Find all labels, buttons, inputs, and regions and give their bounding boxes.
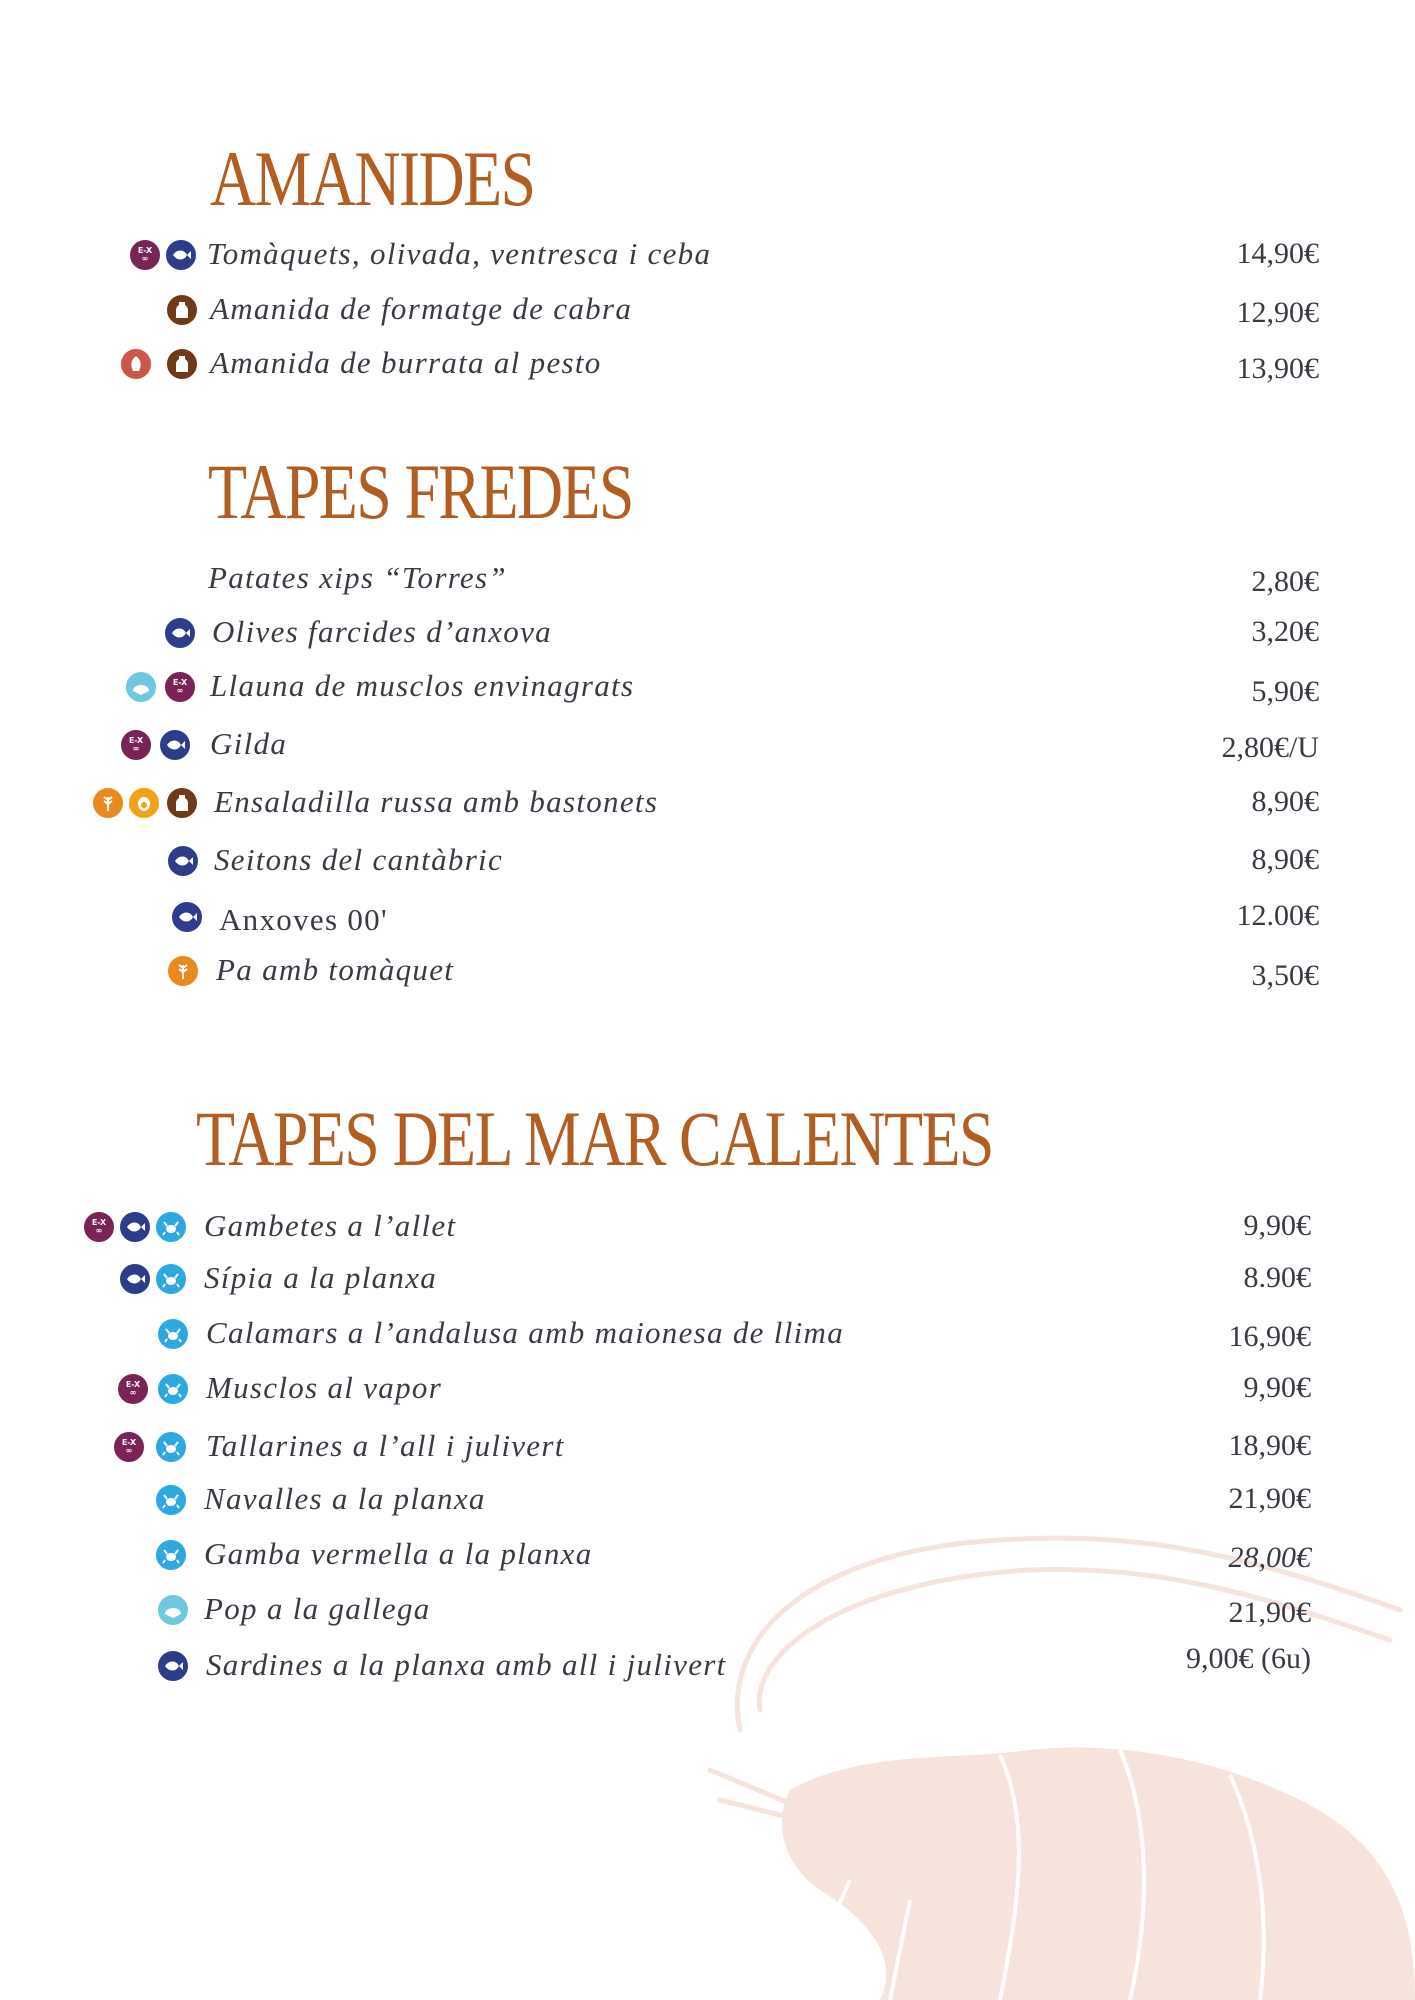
menu-item bbox=[0, 948, 1415, 992]
gluten-icon bbox=[91, 786, 125, 820]
crustacean-icon bbox=[154, 1262, 188, 1296]
fish-icon bbox=[156, 1649, 190, 1683]
section-title-tapes-del-mar-calentes: TAPES DEL MAR CALENTES bbox=[196, 1095, 993, 1182]
menu-item bbox=[0, 838, 1415, 882]
sulfites-icon: E-X ∞ bbox=[119, 728, 153, 762]
menu-item bbox=[0, 1424, 1415, 1468]
crustacean-icon bbox=[156, 1372, 190, 1406]
menu-item bbox=[0, 780, 1415, 824]
item-name: Sardines a la planxa amb all i julivert bbox=[206, 1647, 727, 1682]
sulfites-icon: E-X ∞ bbox=[116, 1372, 150, 1406]
item-name: Amanida de burrata al pesto bbox=[210, 345, 602, 380]
fish-icon bbox=[170, 900, 204, 934]
menu-item bbox=[0, 1204, 1415, 1248]
item-name: Musclos al vapor bbox=[206, 1370, 443, 1405]
item-price: 12.00€ bbox=[1236, 899, 1319, 932]
item-name: Navalles a la planxa bbox=[204, 1481, 486, 1516]
item-name: Gilda bbox=[210, 726, 288, 761]
item-price: 16,90€ bbox=[1228, 1320, 1311, 1353]
item-price: 3,20€ bbox=[1251, 615, 1319, 648]
item-price: 9,00€ (6u) bbox=[1186, 1642, 1311, 1675]
item-price: 14,90€ bbox=[1236, 237, 1319, 270]
crustacean-icon bbox=[156, 1317, 190, 1351]
crustacean-icon bbox=[154, 1430, 188, 1464]
menu-item bbox=[0, 1587, 1415, 1631]
menu-item bbox=[0, 664, 1415, 708]
fish-icon bbox=[118, 1262, 152, 1296]
item-price: 9,90€ bbox=[1243, 1209, 1311, 1242]
fish-icon bbox=[164, 238, 198, 272]
fish-icon bbox=[158, 728, 192, 762]
mollusc-icon bbox=[156, 1593, 190, 1627]
menu-item bbox=[0, 341, 1415, 385]
item-price: 13,90€ bbox=[1236, 352, 1319, 385]
section-title-tapes-fredes: TAPES FREDES bbox=[208, 448, 633, 535]
item-name: Tomàquets, olivada, ventresca i ceba bbox=[207, 236, 712, 271]
milk-icon bbox=[165, 293, 199, 327]
item-price: 8,90€ bbox=[1251, 843, 1319, 876]
crustacean-icon bbox=[154, 1483, 188, 1517]
item-name: Sípia a la planxa bbox=[204, 1260, 438, 1295]
menu-item bbox=[0, 1643, 1415, 1687]
item-price: 21,90€ bbox=[1228, 1596, 1311, 1629]
milk-icon bbox=[165, 786, 199, 820]
menu-item bbox=[0, 722, 1415, 766]
menu-item bbox=[0, 610, 1415, 654]
menu-item bbox=[0, 1366, 1415, 1410]
item-price: 2,80€ bbox=[1251, 565, 1319, 598]
item-name: Tallarines a l’all i julivert bbox=[206, 1428, 565, 1463]
menu-item bbox=[0, 894, 1415, 938]
item-price: 3,50€ bbox=[1251, 959, 1319, 992]
sulfites-icon: E-X ∞ bbox=[163, 670, 197, 704]
item-name: Gamba vermella a la planxa bbox=[204, 1536, 593, 1571]
nuts-icon bbox=[119, 347, 153, 381]
egg-icon bbox=[127, 786, 161, 820]
item-price: 12,90€ bbox=[1236, 296, 1319, 329]
menu-item bbox=[0, 287, 1415, 331]
milk-icon bbox=[165, 347, 199, 381]
crustacean-icon bbox=[154, 1538, 188, 1572]
menu-item bbox=[0, 1256, 1415, 1300]
item-price: 8,90€ bbox=[1251, 785, 1319, 818]
item-price: 5,90€ bbox=[1251, 675, 1319, 708]
item-price: 8.90€ bbox=[1243, 1261, 1311, 1294]
item-price: 9,90€ bbox=[1243, 1371, 1311, 1404]
menu-item bbox=[0, 1311, 1415, 1355]
menu-item bbox=[0, 232, 1415, 276]
menu-item bbox=[0, 1477, 1415, 1521]
item-name: Amanida de formatge de cabra bbox=[210, 291, 633, 326]
mollusc-icon bbox=[124, 670, 158, 704]
sulfites-icon: E-X ∞ bbox=[82, 1210, 116, 1244]
sulfites-icon: E-X ∞ bbox=[128, 238, 162, 272]
menu-item bbox=[0, 1532, 1415, 1576]
item-name: Calamars a l’andalusa amb maionesa de llima bbox=[206, 1315, 845, 1350]
item-name: Pop a la gallega bbox=[204, 1591, 431, 1626]
item-name: Olives farcides d’anxova bbox=[212, 614, 552, 649]
item-name: Patates xips “Torres” bbox=[208, 560, 507, 595]
item-price: 2,80€/U bbox=[1221, 731, 1319, 764]
gluten-icon bbox=[166, 954, 200, 988]
item-name: Pa amb tomàquet bbox=[216, 952, 455, 987]
section-title-amanides: AMANIDES bbox=[210, 135, 535, 222]
item-name: Anxoves 00' bbox=[219, 902, 388, 937]
item-name: Llauna de musclos envinagrats bbox=[210, 668, 635, 703]
item-price: 18,90€ bbox=[1228, 1429, 1311, 1462]
sulfites-icon: E-X ∞ bbox=[112, 1430, 146, 1464]
item-name: Ensaladilla russa amb bastonets bbox=[214, 784, 659, 819]
fish-icon bbox=[166, 844, 200, 878]
crustacean-icon bbox=[154, 1210, 188, 1244]
item-name: Gambetes a l’allet bbox=[204, 1208, 457, 1243]
item-price: 21,90€ bbox=[1228, 1482, 1311, 1515]
menu-item bbox=[0, 556, 1415, 600]
item-name: Seitons del cantàbric bbox=[214, 842, 504, 877]
fish-icon bbox=[163, 616, 197, 650]
fish-icon bbox=[118, 1210, 152, 1244]
item-price: 28,00€ bbox=[1228, 1541, 1311, 1574]
